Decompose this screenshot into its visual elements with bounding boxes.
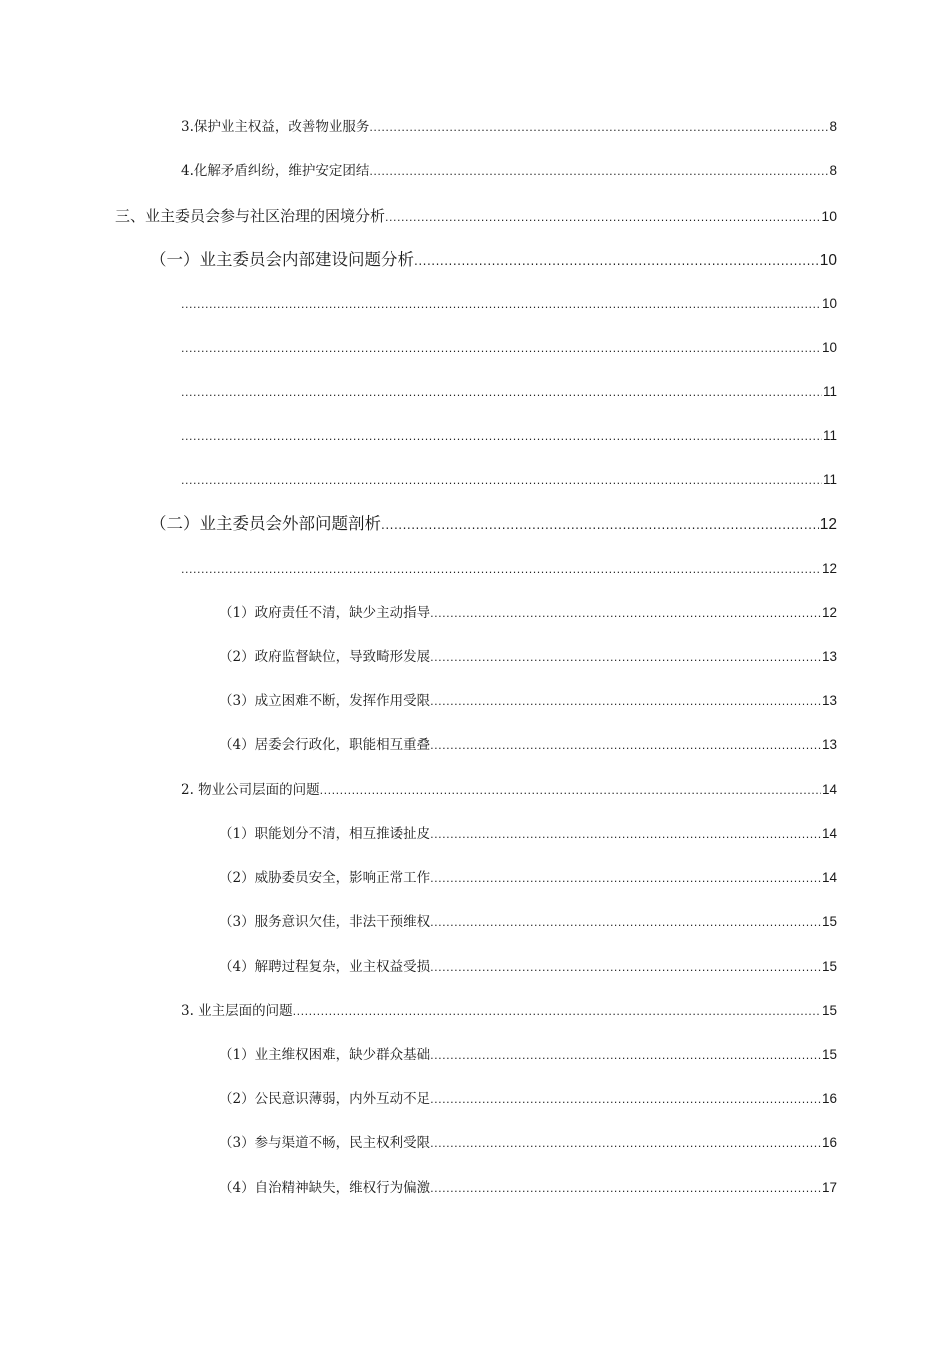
toc-dot-leader <box>369 160 828 184</box>
toc-dot-leader <box>293 1000 821 1024</box>
toc-page-number: 10 <box>821 340 837 355</box>
toc-entry[interactable] <box>219 822 837 846</box>
toc-entry[interactable] <box>181 380 837 404</box>
toc-entry[interactable] <box>115 204 837 228</box>
toc-page-number: 8 <box>829 119 837 134</box>
toc-entry[interactable] <box>219 689 837 713</box>
toc-entry[interactable] <box>181 115 837 139</box>
toc-dot-leader <box>430 911 821 935</box>
toc-entry-title: （1）政府责任不清，缺少主动指导 <box>219 605 431 621</box>
toc-entry-title: 三、业主委员会参与社区治理的困境分析 <box>115 207 386 225</box>
toc-page-number: 16 <box>821 1091 837 1106</box>
toc-dot-leader <box>430 734 821 758</box>
toc-page-number: 11 <box>822 428 837 443</box>
toc-entry[interactable] <box>219 1087 837 1111</box>
toc-entry-title: 4.化解矛盾纠纷，维护安定团结 <box>181 163 370 179</box>
toc-page-number: 10 <box>821 296 837 311</box>
toc-dot-leader <box>385 206 820 230</box>
toc-dot-leader <box>430 823 821 847</box>
toc-entry-title: （一）业主委员会内部建设问题分析 <box>150 250 414 269</box>
toc-entry[interactable] <box>219 601 837 625</box>
toc-page-number: 13 <box>821 649 837 664</box>
toc-page-number: 15 <box>821 1047 837 1062</box>
toc-page-number: 15 <box>821 914 837 929</box>
toc-entry[interactable] <box>150 512 837 536</box>
toc-entry-title: 3.保护业主权益，改善物业服务 <box>181 119 370 135</box>
toc-dot-leader <box>181 381 822 405</box>
toc-dot-leader <box>181 425 822 449</box>
toc-dot-leader <box>430 956 821 980</box>
toc-entry-title: （3）参与渠道不畅，民主权利受限 <box>219 1135 431 1151</box>
toc-entry-title: （2）威胁委员安全，影响正常工作 <box>219 870 431 886</box>
toc-entry[interactable] <box>219 1131 837 1155</box>
toc-entry[interactable] <box>219 955 837 979</box>
toc-entry-title: （2）政府监督缺位，导致畸形发展 <box>219 649 431 665</box>
toc-dot-leader <box>369 116 828 140</box>
toc-page-number: 15 <box>821 1003 837 1018</box>
toc-page-number: 12 <box>821 605 837 620</box>
toc-page-number: 13 <box>821 737 837 752</box>
toc-page-number: 12 <box>819 516 837 533</box>
toc-dot-leader <box>430 602 821 626</box>
toc-entry[interactable] <box>219 910 837 934</box>
toc-dot-leader <box>430 1177 821 1201</box>
toc-entry-title: （4）居委会行政化，职能相互重叠 <box>219 737 431 753</box>
toc-entry[interactable] <box>219 645 837 669</box>
toc-entry[interactable] <box>181 159 837 183</box>
toc-dot-leader <box>430 1132 821 1156</box>
toc-dot-leader <box>430 1044 821 1068</box>
toc-dot-leader <box>181 293 821 317</box>
toc-entry-title: （4）自治精神缺失，维权行为偏激 <box>219 1180 431 1196</box>
toc-entry[interactable] <box>219 1043 837 1067</box>
toc-dot-leader <box>430 690 821 714</box>
toc-entry[interactable] <box>181 778 837 802</box>
toc-page-number: 17 <box>821 1180 837 1195</box>
toc-entry[interactable] <box>150 248 837 272</box>
toc-entry[interactable] <box>219 866 837 890</box>
toc-entry-title: （4）解聘过程复杂，业主权益受损 <box>219 959 431 975</box>
toc-entry-title: （3）成立困难不断，发挥作用受限 <box>219 693 431 709</box>
toc-page-number: 12 <box>821 561 837 576</box>
toc-dot-leader <box>320 779 821 803</box>
toc-page-number: 8 <box>829 163 837 178</box>
toc-dot-leader <box>430 646 821 670</box>
toc-dot-leader <box>430 1088 821 1112</box>
toc-entry[interactable] <box>181 336 837 360</box>
toc-entry[interactable] <box>181 424 837 448</box>
toc-page-number: 14 <box>821 826 837 841</box>
toc-entry-title: （3）服务意识欠佳，非法干预维权 <box>219 914 431 930</box>
toc-entry[interactable] <box>181 999 837 1023</box>
toc-page-number: 14 <box>821 782 837 797</box>
toc-dot-leader <box>430 867 821 891</box>
toc-entry-title: （二）业主委员会外部问题剖析 <box>150 514 381 533</box>
toc-entry-title: 2. 物业公司层面的问题 <box>181 782 320 798</box>
toc-page-number: 11 <box>822 384 837 399</box>
toc-entry-title: （1）职能划分不清，相互推诿扯皮 <box>219 826 431 842</box>
toc-dot-leader <box>414 249 819 273</box>
toc-entry[interactable] <box>219 733 837 757</box>
toc-page-number: 15 <box>821 959 837 974</box>
toc-entry-title: （1）业主维权困难，缺少群众基础 <box>219 1047 431 1063</box>
toc-entry[interactable] <box>181 557 837 581</box>
toc-page-number: 11 <box>822 472 837 487</box>
toc-dot-leader <box>181 337 821 361</box>
toc-entry[interactable] <box>181 292 837 316</box>
toc-page-number: 13 <box>821 693 837 708</box>
toc-page-number: 10 <box>821 208 837 224</box>
toc-dot-leader <box>181 469 822 493</box>
toc-page-number: 14 <box>821 870 837 885</box>
toc-entry-title: 3. 业主层面的问题 <box>181 1003 293 1019</box>
toc-page-number: 16 <box>821 1135 837 1150</box>
toc-entry[interactable] <box>181 468 837 492</box>
toc-page-number: 10 <box>819 252 837 269</box>
toc-dot-leader <box>381 513 819 537</box>
toc-entry-title: （2）公民意识薄弱，内外互动不足 <box>219 1091 431 1107</box>
toc-dot-leader <box>181 558 821 582</box>
toc-entry[interactable] <box>219 1176 837 1200</box>
